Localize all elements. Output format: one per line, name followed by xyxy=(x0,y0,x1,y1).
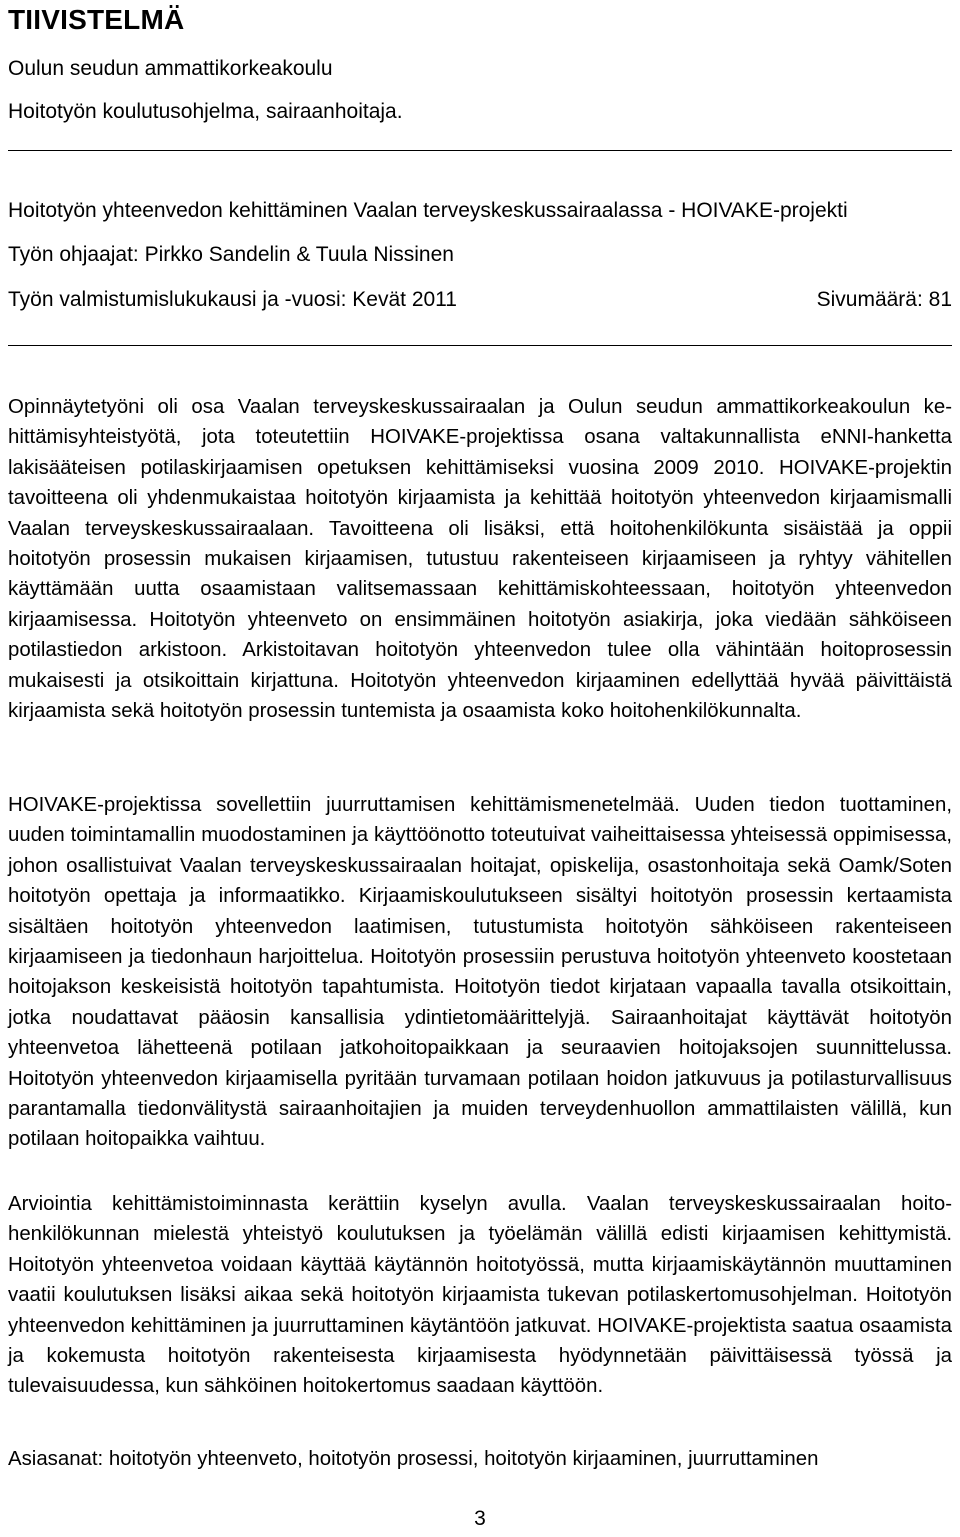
thesis-title: Hoitotyön yhteenvedon kehittäminen Vaalan terveyskeskussairaalassa - HOIVAKE-projekti xyxy=(8,199,848,222)
thesis-supervisors: Työn ohjaajat: Pirkko Sandelin & Tuula Nissinen xyxy=(8,243,454,266)
keywords-line: Asiasanat: hoitotyön yhteenveto, hoitotyön prosessi, hoitotyön kirjaaminen, juurruttaminen xyxy=(8,1448,819,1470)
institution-name: Oulun seudun ammattikorkeakoulu xyxy=(8,57,333,80)
bottom-divider xyxy=(8,345,952,346)
completion-term: Työn valmistumislukukausi ja -vuosi: Kevät 2011 xyxy=(8,288,457,311)
abstract-page xyxy=(8,0,952,1537)
abstract-paragraph-3: Arviointia kehittämistoiminnasta kerättiin kyselyn avulla. Vaalan terveyskeskussairaalan hoitohenkilökunnan mielestä yhteistyö koulutuksen ja työelämän välillä edisti kirjaamisen kehittymistä. Hoitotyön yhteenvetoa voidaan käyttää käytännön hoitotyössä, mutta kirjaamiskäytännön muuttaminen vaatii koulutuksen lisäksi aikaa sekä hoitotyön kirjaamista tukevan potilaskertomusohjelman. Hoitotyön yhteenvedon kehittäminen ja juurruttaminen käytäntöön jatkuvat. HOIVAKE-projektista saatua osaamista ja kokemusta hoitotyön rakenteisesta kirjaamisesta hyödynnetään päivittäisessä työssä ja tulevaisuudessa, kun sähköinen hoitokertomus saadaan käyttöön. xyxy=(8,1193,952,1398)
thesis-meta-row xyxy=(8,287,952,313)
abstract-paragraph-2: HOIVAKE-projektissa sovellettiin juurruttamisen kehittämismenetelmää. Uuden tiedon tuottaminen, uuden toimintamallin muodostaminen ja käyttöönotto toteutuivat vaiheittaisessa yhteisessä oppimisessa, johon osallistuivat Vaalan terveyskeskussairaalan hoitajat, opiskelija, osastonhoitaja sekä Oamk/Soten hoitotyön opettaja ja informaatikko. Kirjaamiskoulutukseen sisältyi hoitotyön prosessin kertaamista sisältäen hoitotyön yhteenvedon laatimisen, tutustumista hoitotyön sähköiseen rakenteiseen kirjaamiseen ja tiedonhaun harjoittelua. Hoitotyön prosessiin perustuva hoitotyön yhteenveto koostetaan hoitojakson keskeisistä hoitotyön tapahtumista. Hoitotyön tiedot kirjataan vapaalla tavalla otsikoittain, jotka noudattavat pääosin kansallisia ydintietomäärittelyjä. Sairaanhoitajat käyttävät hoitotyön yhteenvetoa lähetteenä potilaan jatkohoitopaikkaan ja seuraavien hoitojaksojen suunnittelussa. Hoitotyön yhteenvedon kirjaamisella pyritään turvamaan potilaan hoidon jatkuvuus ja potilasturvallisuus parantamalla tiedonvälitystä sairaanhoitajien ja muiden terveydenhuollon ammattilaisten välillä, kun potilaan hoitopaikka vaihtuu. xyxy=(8,794,952,1151)
top-divider xyxy=(8,150,952,151)
page-title: TIIVISTELMÄ xyxy=(8,4,185,35)
degree-programme: Hoitotyön koulutusohjelma, sairaanhoitaja. xyxy=(8,100,403,123)
page-number: 3 xyxy=(474,1507,486,1530)
page-count: Sivumäärä: 81 xyxy=(816,288,952,311)
abstract-paragraph-1: Opinnäytetyöni oli osa Vaalan terveyskeskussairaalan ja Oulun seudun ammattikorkeakoulun kehittämisyhteistyötä, jota toteutettiin HOIVAKE-projektissa osana valtakunnallista eNNI-hanketta lakisääteisen potilaskirjaamisen opetuksen kehittämiseksi vuosina 2009 2010. HOIVAKE-projektin tavoitteena oli yhdenmukaistaa hoitotyön kirjaamista ja kehittää hoitotyön yhteenvedon kirjaamismalli Vaalan terveyskeskussairaalaan. Tavoitteena oli lisäksi, että hoitohenkilökunta sisäistää ja oppii hoitotyön prosessin mukaisen kirjaamisen, tutustuu rakenteiseen kirjaamiseen ja ryhtyy vähitellen käyttämään uutta osaamistaan valitsemassaan kehittämiskohteessaan, hoitotyön yhteenvedon kirjaamisessa. Hoitotyön yhteenveto on ensimmäinen hoitotyön asiakirja, joka viedään sähköiseen potilastiedon arkistoon. Arkistoitavan hoitotyön yhteenvedon tulee olla vähintään hoitoprosessin mukaisesti ja otsikoittain kirjattuna. Hoitotyön yhteenvedon kirjaaminen edellyttää hyvää päivittäistä kirjaamista sekä hoitotyön prosessin tuntemista ja osaamista koko hoitohenkilökunnalta. xyxy=(8,396,952,723)
